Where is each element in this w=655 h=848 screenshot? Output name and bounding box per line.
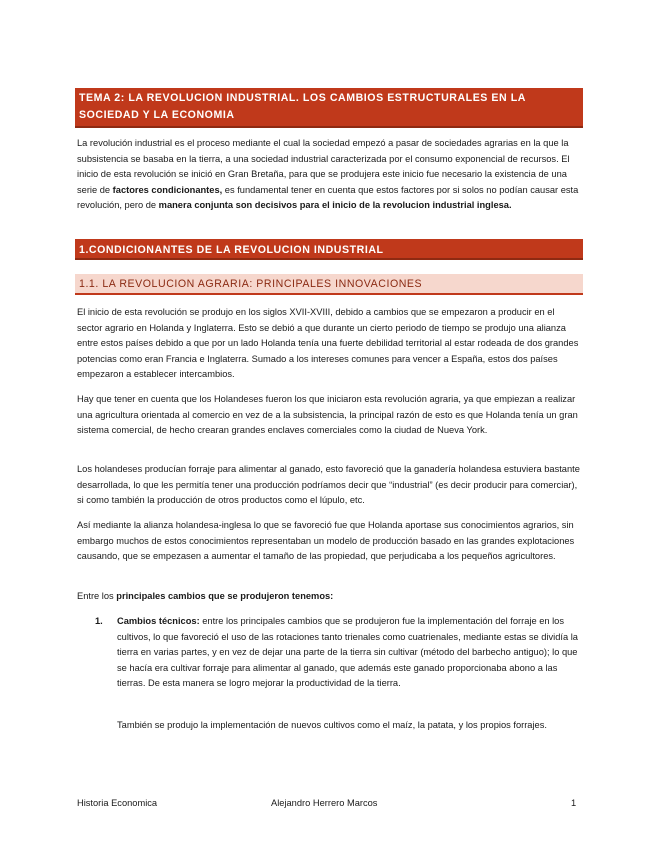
paragraph-5: [77, 589, 580, 605]
list-number: 1.: [95, 616, 103, 626]
footer-page-number: 1: [571, 798, 577, 808]
paragraph-5-bold: principales cambios que se produjeron tenemos:: [116, 591, 334, 601]
footer-course: Historia Economica: [77, 798, 158, 808]
paragraph-1: El inicio de esta revolución se produjo en los siglos XVII-XVIII, debido a cambios que se empezaron a producir en el sector agrario en Holanda y Inglaterra. Esto se debió a que durante un cierto periodo de tiempo se produjo una alianza entre estos países debido a que por un lado Holanda tenía una fuerte debilidad territorial al estar rodeada de dos grandes potencias como eran Francia e Inglaterra. Sumado a los intereses comunes para vencer a España, estos dos países empezaron a establecer intercambios.: [77, 307, 579, 379]
paragraph-5-text: Entre los: [77, 591, 117, 601]
chapter-title-line1: TEMA 2: LA REVOLUCION INDUSTRIAL. LOS CAMBIOS ESTRUCTURALES EN LA: [79, 92, 526, 104]
list-item-text: [117, 614, 580, 692]
paragraph-4: Así mediante la alianza holandesa-inglesa lo que se favoreció fue que Holanda aportase sus conocimientos agrarios, sin embargo muchos de estos conocimientos representaban un modelo de producción basado en las grandes explotaciones causando, que se empezasen a aumentar el tamaño de las propiedad, que perjudicaba a los pequeños agricultores.: [77, 520, 575, 561]
list-item-bold: Cambios técnicos:: [117, 616, 200, 626]
section-heading-1: 1.CONDICIONANTES DE LA REVOLUCION INDUSTRIAL: [75, 239, 583, 260]
intro-text-1: La revolución industrial es el proceso mediante el cual la sociedad empezó a pasar de sociedades agrarias en la que la subsistencia se basaba en la tierra, a una sociedad industrial caracterizada por el consumo exponencial de recursos. El inicio de esta revolución se inició en Gran Bretaña, para que se produjera este inicio fue necesario la existencia de una serie de: [77, 138, 570, 195]
intro-text-2: es fundamental tener en cuenta que estos factores por si solos no podían causar esta revolución, pero de: [77, 184, 579, 210]
section-heading-1-1: 1.1. LA REVOLUCION AGRARIA: PRINCIPALES INNOVACIONES: [75, 274, 583, 295]
intro-bold-2: manera conjunta son decisivos para el inicio de la revolucion industrial inglesa.: [158, 200, 512, 210]
intro-paragraph: [77, 136, 580, 214]
footer-author: Alejandro Herrero Marcos: [271, 798, 378, 808]
paragraph-3: Los holandeses producían forraje para alimentar al ganado, esto favoreció que la ganadería holandesa estuviera bastante desarrollada, lo que les permitía tener una producción podríamos decir que “industrial” (es decir producir para comerciar), si como también la producción de otros productos como el lúpulo, etc.: [77, 464, 580, 505]
list-item-continuation: También se produjo la implementación de nuevos cultivos como el maíz, la patata, y los propios forrajes.: [117, 720, 547, 730]
chapter-title-banner: [75, 88, 583, 128]
intro-bold-1: factores condicionantes,: [112, 184, 223, 195]
chapter-title-line2: SOCIEDAD Y LA ECONOMIA: [79, 109, 235, 121]
list-item-body: entre los principales cambios que se produjeron fue la implementación del forraje en los cultivos, lo que favoreció el uso de las rotaciones tanto trienales como cuatrienales, mediante estas se dividía la tierra en varias partes, y en vez de dejar una parte de la tierra sin cultivar (método del barbecho antiguo); lo que se hacía era cultivar forraje para alimentar al ganado, que además este ganado proporcionaba abono a las tierras. De esta manera se logro mejorar la productividad de la tierra.: [117, 616, 578, 688]
paragraph-2: Hay que tener en cuenta que los Holandeses fueron los que iniciaron esta revolución agraria, ya que empiezan a realizar una agricultura orientada al comercio en vez de a la subsistencia, la principal razón de esto es que Holanda tenía un gran sistema comercial, de hecho crearan grandes enclaves comerciales como la ciudad de Nueva York.: [77, 394, 578, 435]
